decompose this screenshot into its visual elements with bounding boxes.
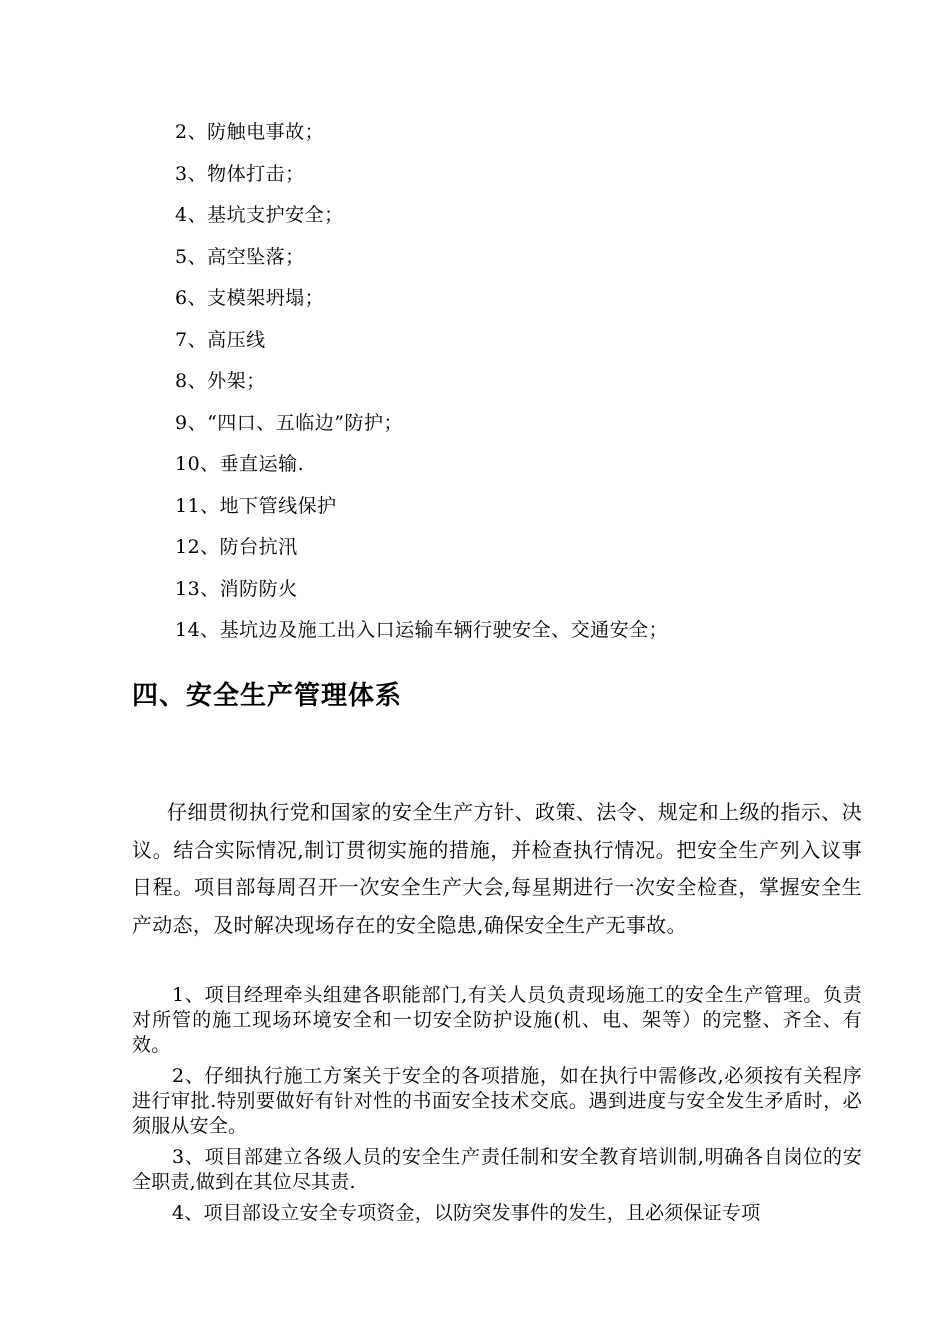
hazard-list-item: 10、垂直运输. (175, 453, 305, 475)
hazard-list-item: 13、消防防火 (175, 577, 298, 600)
section-item-paragraph: 2、仔细执行施工方案关于安全的各项措施，如在执行中需修改,必须按有关程序进行审批.特别要做好有针对性的书面安全技术交底。遇到进度与安全发生矛盾时，必须服从安全。 (132, 1065, 862, 1137)
hazard-list-item: 9、“四口、五临边”防护； (175, 411, 404, 434)
section-heading: 四、安全生产管理体系 (132, 681, 403, 711)
hazard-list-item: 3、物体打击； (175, 162, 305, 185)
section-item-list (132, 983, 862, 1232)
hazard-list-item: 8、外架； (175, 370, 266, 392)
section-item-paragraph: 3、项目部建立各级人员的安全生产责任制和安全教育培训制,明确各自岗位的安全职责,做到在其位尽其责. (132, 1146, 862, 1193)
section-item-paragraph: 4、项目部设立安全专项资金，以防突发事件的发生，且必须保证专项 (172, 1202, 761, 1224)
hazard-list-item: 11、地下管线保护 (175, 494, 337, 517)
section-intro-paragraph: 仔细贯彻执行党和国家的安全生产方针、政策、法令、规定和上级的指示、决议。结合实际情况,制订贯彻实施的措施，并检查执行情况。把安全生产列入议事日程。项目部每周召开一次安全生产大会,每星期进行一次安全检查，掌握安全生产动态，及时解决现场存在的安全隐患,确保安全生产无事故。 (132, 800, 862, 937)
hazard-list-item: 5、高空坠落； (175, 245, 305, 268)
hazard-list-item: 12、防台抗汛 (175, 536, 298, 558)
hazard-list-item: 7、高压线 (175, 328, 266, 351)
hazard-list-item: 14、基坑边及施工出入口运输车辆行驶安全、交通安全； (175, 619, 669, 641)
hazard-list-item: 4、基坑支护安全； (175, 204, 344, 226)
hazard-list (175, 112, 668, 652)
hazard-list-item: 6、支模架坍塌； (175, 287, 325, 309)
hazard-list-item: 2、防触电事故； (175, 121, 325, 143)
section-item-paragraph: 1、项目经理牵头组建各职能部门,有关人员负责现场施工的安全生产管理。负责对所管的施工现场环境安全和一切安全防护设施(机、电、架等）的完整、齐全、有效。 (132, 984, 862, 1056)
